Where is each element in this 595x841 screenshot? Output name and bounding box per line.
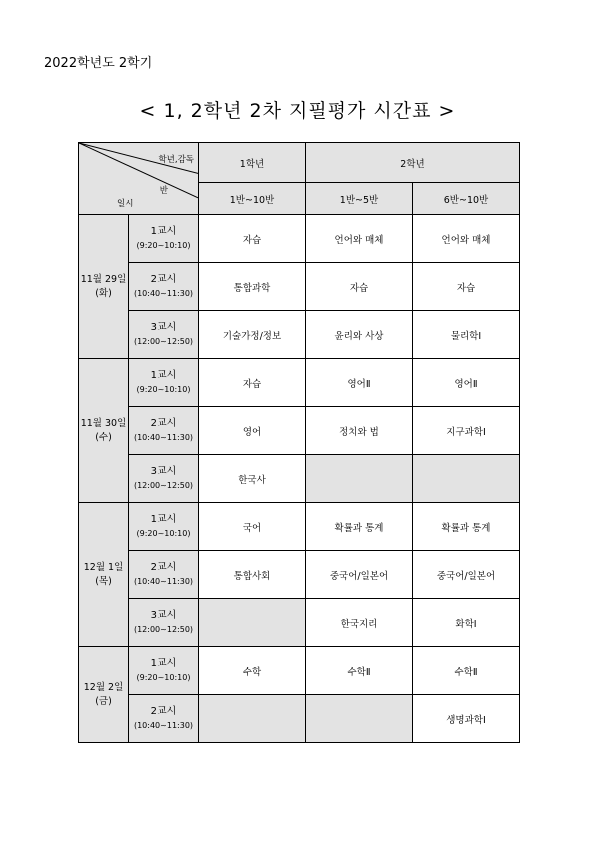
subject-cell: 한국사 [199, 455, 306, 503]
subject-cell: 영어Ⅱ [306, 359, 413, 407]
subject-cell: 통합과학 [199, 263, 306, 311]
grade1-header: 1학년 [199, 143, 306, 183]
day-date: 12월 2일 [83, 681, 124, 693]
day-weekday: (화) [95, 287, 112, 299]
subject-cell: 자습 [199, 215, 306, 263]
day-cell [79, 215, 129, 359]
subject-cell: 확률과 통계 [413, 503, 520, 551]
subject-cell: 생명과학Ⅰ [413, 695, 520, 743]
period-cell [129, 503, 199, 551]
period-name: 3교시 [150, 610, 177, 621]
period-time: (12:00~12:50) [133, 625, 194, 634]
subject-cell: 한국지리 [306, 599, 413, 647]
period-name: 2교시 [150, 562, 177, 573]
period-cell [129, 263, 199, 311]
subject-cell: 지구과학Ⅰ [413, 407, 520, 455]
period-time: (9:20~10:10) [136, 673, 191, 682]
empty-cell [413, 455, 520, 503]
exam-timetable [78, 142, 520, 743]
day-weekday: (금) [95, 695, 112, 707]
subject-cell: 언어와 매체 [413, 215, 520, 263]
period-name: 2교시 [150, 418, 177, 429]
empty-cell [199, 599, 306, 647]
subject-cell: 자습 [199, 359, 306, 407]
day-cell [79, 647, 129, 743]
period-cell [129, 311, 199, 359]
corner-label-grade-supervisor: 학년,감독 [158, 155, 194, 165]
period-cell [129, 455, 199, 503]
period-time: (9:20~10:10) [136, 241, 191, 250]
period-cell [129, 647, 199, 695]
day-date: 11월 29일 [80, 273, 127, 285]
day-date: 12월 1일 [83, 561, 124, 573]
subject-cell: 기술가정/정보 [199, 311, 306, 359]
corner-label-datetime: 일시 [117, 199, 134, 209]
subject-cell: 수학Ⅱ [306, 647, 413, 695]
empty-cell [199, 695, 306, 743]
corner-header-cell [79, 143, 199, 215]
period-time: (12:00~12:50) [133, 481, 194, 490]
period-name: 1교시 [150, 370, 177, 381]
period-time: (12:00~12:50) [133, 337, 194, 346]
period-cell [129, 407, 199, 455]
day-weekday: (수) [95, 431, 112, 443]
period-name: 2교시 [150, 274, 177, 285]
day-date: 11월 30일 [80, 417, 127, 429]
subject-cell: 중국어/일본어 [413, 551, 520, 599]
period-cell [129, 359, 199, 407]
year-term-label: 2022학년도 2학기 [44, 56, 153, 71]
subject-cell: 물리학Ⅰ [413, 311, 520, 359]
period-time: (9:20~10:10) [136, 385, 191, 394]
subject-cell: 자습 [306, 263, 413, 311]
period-cell [129, 551, 199, 599]
grade2-header: 2학년 [306, 143, 520, 183]
subject-cell: 영어 [199, 407, 306, 455]
day-cell [79, 359, 129, 503]
period-name: 1교시 [150, 226, 177, 237]
subject-cell: 영어Ⅱ [413, 359, 520, 407]
subject-cell: 윤리와 사상 [306, 311, 413, 359]
period-cell [129, 215, 199, 263]
subject-cell: 확률과 통계 [306, 503, 413, 551]
period-name: 2교시 [150, 706, 177, 717]
day-weekday: (목) [95, 575, 112, 587]
subject-cell: 정치와 법 [306, 407, 413, 455]
period-time: (9:20~10:10) [136, 529, 191, 538]
subject-cell: 화학Ⅰ [413, 599, 520, 647]
subject-cell: 국어 [199, 503, 306, 551]
period-cell [129, 695, 199, 743]
period-time: (10:40~11:30) [133, 433, 194, 442]
subject-cell: 통합사회 [199, 551, 306, 599]
subject-cell: 자습 [413, 263, 520, 311]
period-name: 1교시 [150, 514, 177, 525]
period-time: (10:40~11:30) [133, 721, 194, 730]
period-name: 3교시 [150, 466, 177, 477]
page-title: < 1, 2학년 2차 지필평가 시간표 > [139, 100, 456, 122]
empty-cell [306, 455, 413, 503]
class-header: 6반~10반 [413, 183, 520, 215]
subject-cell: 수학Ⅱ [413, 647, 520, 695]
period-time: (10:40~11:30) [133, 577, 194, 586]
class-header: 1반~5반 [306, 183, 413, 215]
day-cell [79, 503, 129, 647]
corner-label-class: 반 [159, 186, 168, 196]
period-name: 1교시 [150, 658, 177, 669]
period-name: 3교시 [150, 322, 177, 333]
subject-cell: 언어와 매체 [306, 215, 413, 263]
subject-cell: 중국어/일본어 [306, 551, 413, 599]
subject-cell: 수학 [199, 647, 306, 695]
class-header: 1반~10반 [199, 183, 306, 215]
period-cell [129, 599, 199, 647]
empty-cell [306, 695, 413, 743]
period-time: (10:40~11:30) [133, 289, 194, 298]
